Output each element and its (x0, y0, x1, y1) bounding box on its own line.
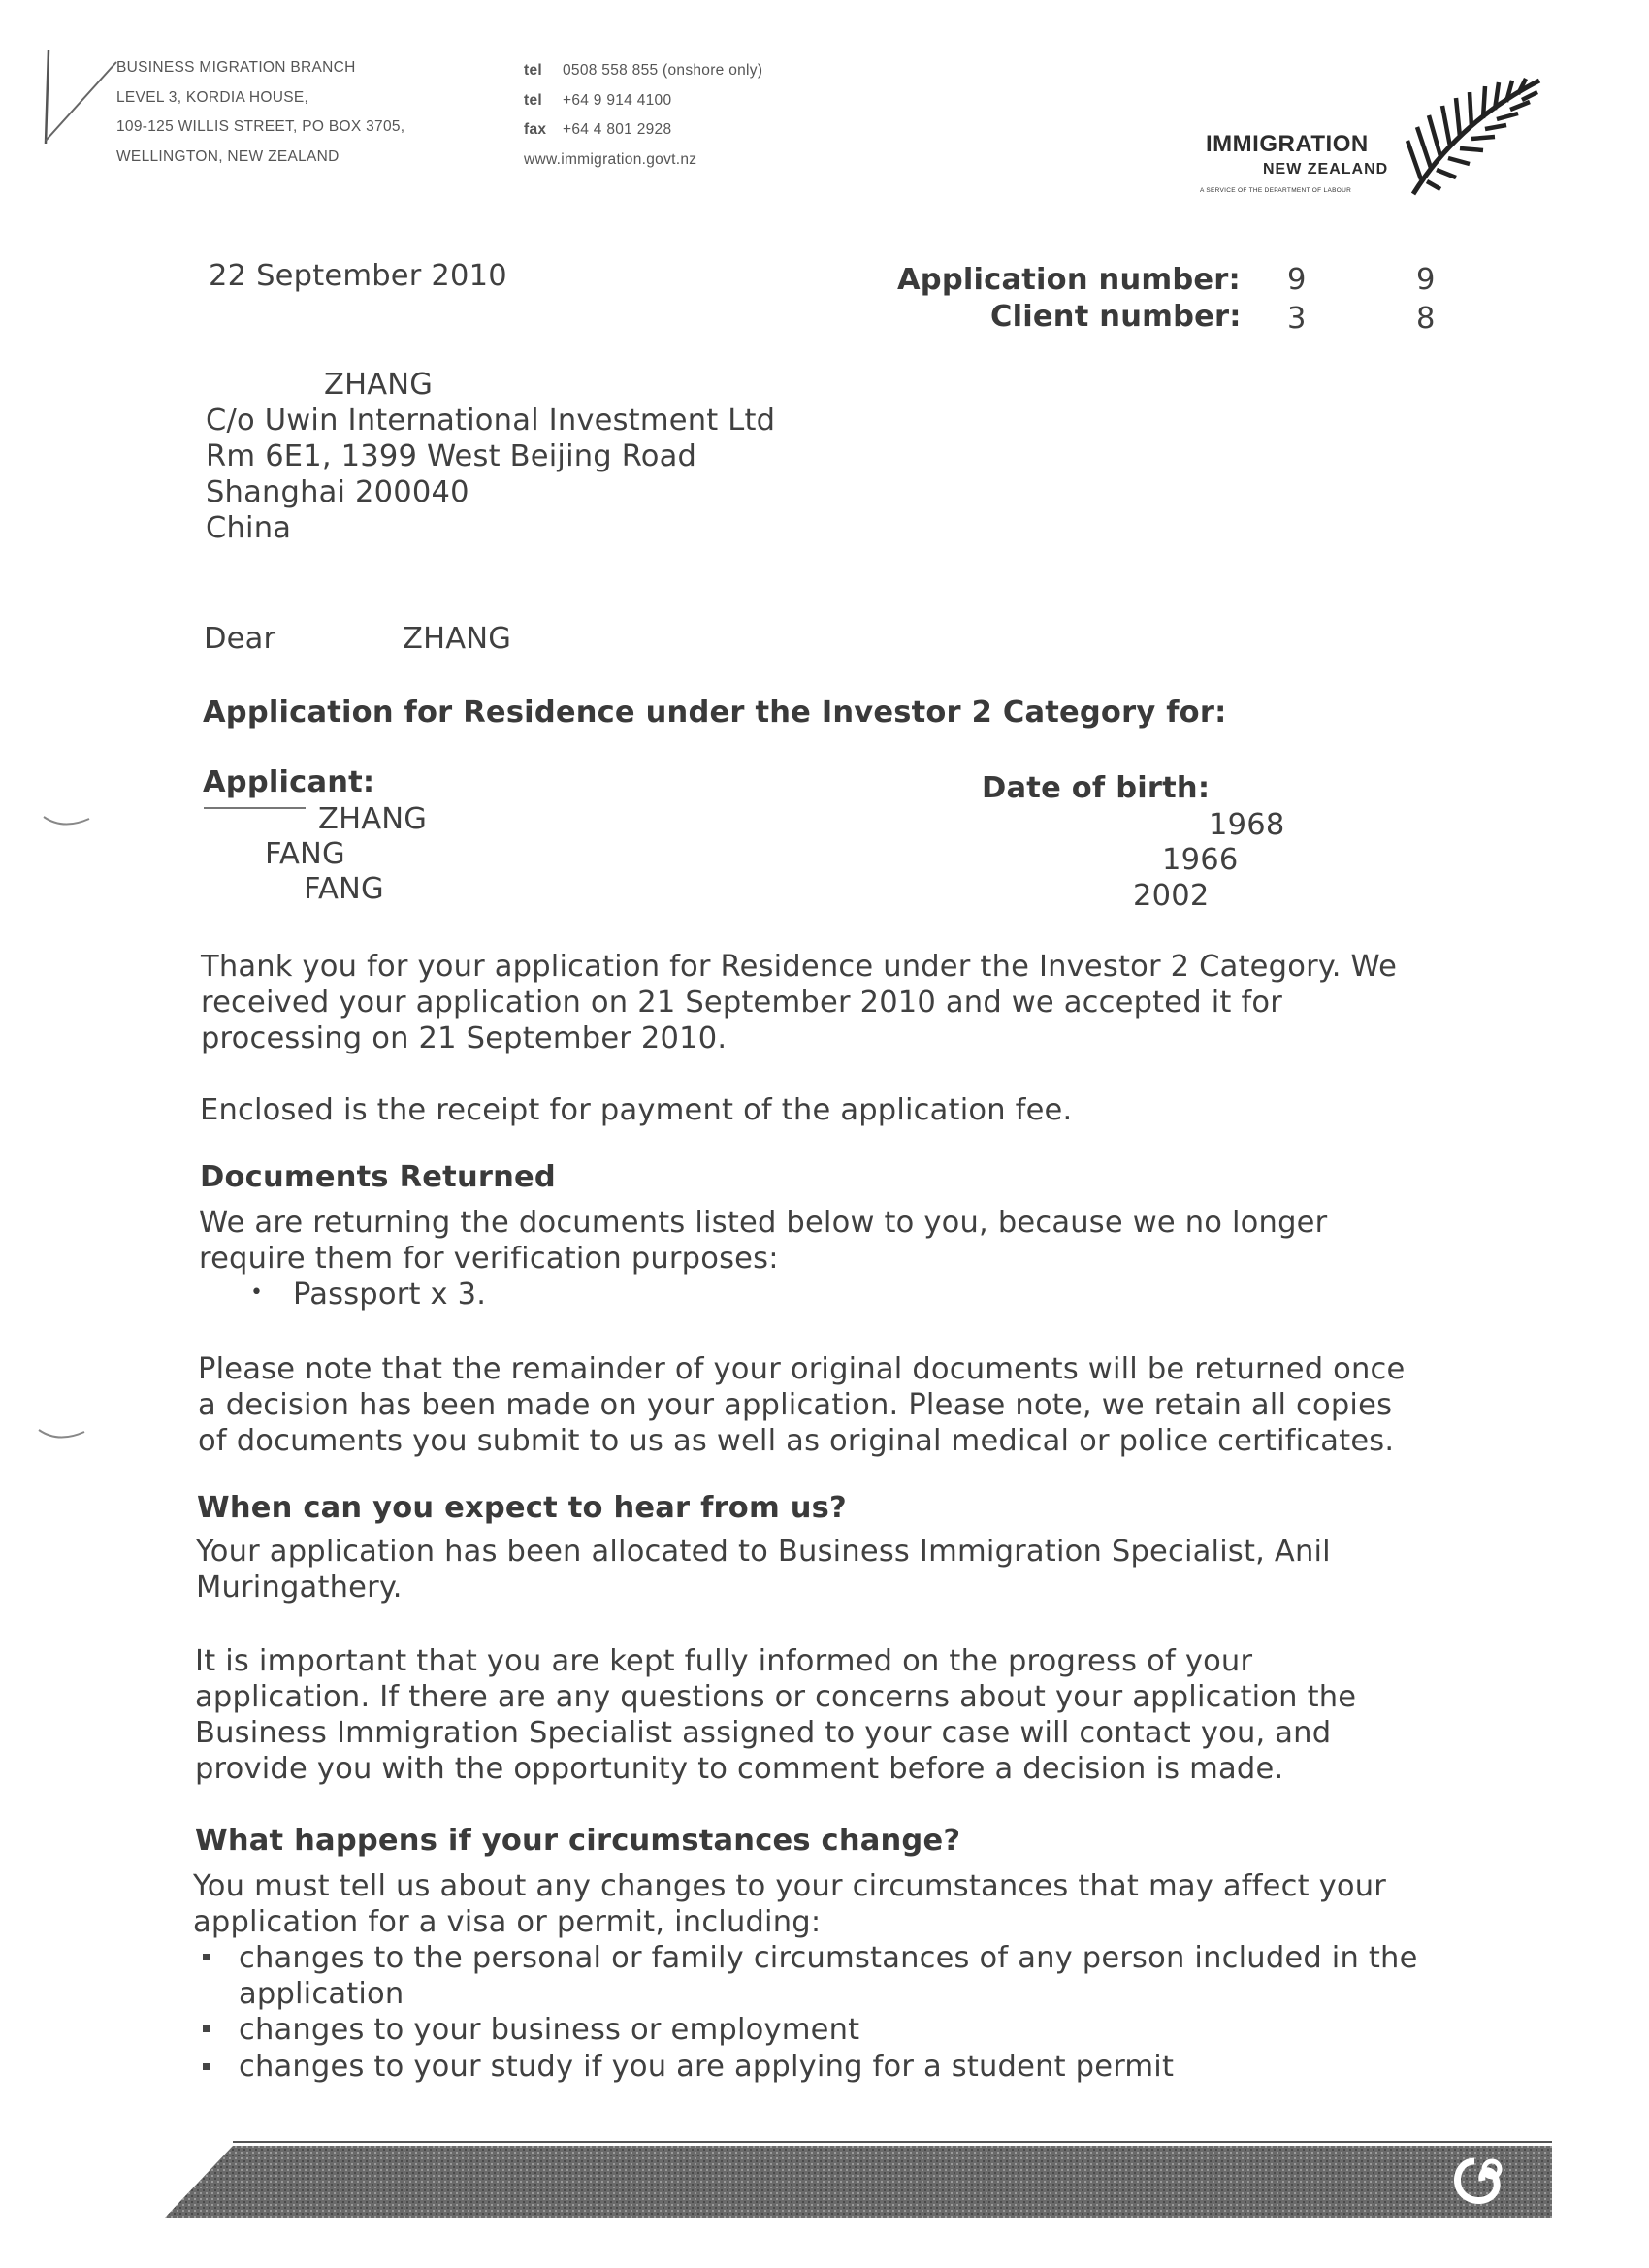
recipient-line: Rm 6E1, 1399 West Beijing Road (206, 439, 697, 473)
application-number-digit: 9 (1287, 263, 1307, 297)
immigration-nz-logo (1198, 73, 1547, 204)
punch-hole-mark (39, 813, 97, 832)
hear-from-us-paragraph: Your application has been allocated to Business Immigration Specialist, Anil Muringathery. (196, 1535, 1331, 1604)
logo-subtitle: NEW ZEALAND (1263, 161, 1389, 178)
punch-hole-mark (34, 1426, 92, 1445)
branch-address (116, 53, 404, 172)
address-line: WELLINGTON, NEW ZEALAND (116, 147, 340, 165)
salutation: Dear (204, 622, 276, 656)
applicant-header: Applicant: (203, 765, 375, 799)
recipient-address (206, 367, 775, 546)
recipient-line: China (206, 511, 292, 545)
applicant-name: FANG (304, 872, 384, 906)
contact-website: www.immigration.govt.nz (524, 150, 697, 168)
address-line: 109-125 WILLIS STREET, PO BOX 3705, (116, 118, 405, 135)
applicant-name: FANG (265, 837, 345, 871)
applicant-dob: 2002 (1133, 879, 1210, 913)
hear-from-us-heading: When can you expect to hear from us? (197, 1491, 847, 1525)
logo-title: IMMIGRATION (1206, 131, 1369, 157)
thanks-paragraph: Thank you for your application for Residence under the Investor 2 Category. We received your application on 21 September 2010 and we accepted it for processing on 21 September 2010. (201, 950, 1398, 1055)
circumstances-intro: You must tell us about any changes to your circumstances that may affect your application for a visa or permit, including: (193, 1869, 1387, 1939)
contact-fax: fax +64 4 801 2928 (524, 121, 672, 138)
client-number-label: Client number: (990, 300, 1242, 334)
bullet-dot: • (250, 1280, 263, 1305)
receipt-paragraph: Enclosed is the receipt for payment of the application fee. (200, 1093, 1073, 1127)
letter-date: 22 September 2010 (209, 259, 507, 293)
change-item: changes to the personal or family circumstances of any person included in the application (239, 1941, 1418, 2011)
bullet-square (203, 2025, 210, 2032)
subject-line: Application for Residence under the Investor 2 Category for: (203, 696, 1227, 729)
salutation-name: ZHANG (403, 622, 512, 656)
address-line: BUSINESS MIGRATION BRANCH (116, 59, 356, 76)
application-number-label: Application number: (897, 263, 1241, 297)
circumstances-heading: What happens if your circumstances change? (195, 1824, 961, 1858)
remainder-paragraph: Please note that the remainder of your original documents will be returned once a decision has been made on your application. Please note, we retain all copies of documents you submit to us as well as original medical or police certificates. (198, 1352, 1406, 1458)
documents-intro: We are returning the documents listed below to you, because we no longer require them for verification purposes: (199, 1206, 1328, 1276)
contact-block (524, 56, 762, 175)
applicant-name: ZHANG (318, 802, 428, 836)
recipient-name: ZHANG (324, 368, 434, 402)
address-line: LEVEL 3, KORDIA HOUSE, (116, 88, 309, 106)
applicant-dob: 1966 (1162, 843, 1239, 877)
contact-phone: tel +64 9 914 4100 (524, 91, 672, 109)
informed-paragraph: It is important that you are kept fully informed on the progress of your application. If there are any questions or concerns about your application the Business Immigration Specialist assigned to your case will contact you, and provide you with the opportunity to comment before a decision is made. (195, 1644, 1357, 1786)
contact-phone-onshore: tel 0508 558 855 (onshore only) (524, 62, 763, 79)
change-item: changes to your business or employment (239, 2013, 860, 2047)
client-number-digit: 8 (1416, 302, 1436, 336)
documents-returned-heading: Documents Returned (200, 1160, 556, 1194)
bullet-square (203, 1954, 210, 1960)
client-number-digit: 3 (1287, 302, 1307, 336)
applicant-dob: 1968 (1209, 808, 1285, 842)
bullet-square (203, 2063, 210, 2070)
document-item: Passport x 3. (293, 1278, 487, 1312)
footer-band (165, 2134, 1552, 2221)
application-number-digit: 9 (1416, 263, 1436, 297)
dob-header: Date of birth: (982, 771, 1211, 805)
silver-fern-icon (1402, 73, 1547, 199)
change-item: changes to your study if you are applying for a student permit (239, 2050, 1175, 2084)
redaction-line (204, 807, 306, 809)
recipient-line: C/o Uwin International Investment Ltd (206, 404, 776, 437)
footer-emblem-icon (1445, 2152, 1513, 2218)
header-margin-mark (41, 49, 128, 146)
recipient-line: Shanghai 200040 (206, 475, 469, 509)
logo-tagline: A SERVICE OF THE DEPARTMENT OF LABOUR (1200, 187, 1352, 194)
